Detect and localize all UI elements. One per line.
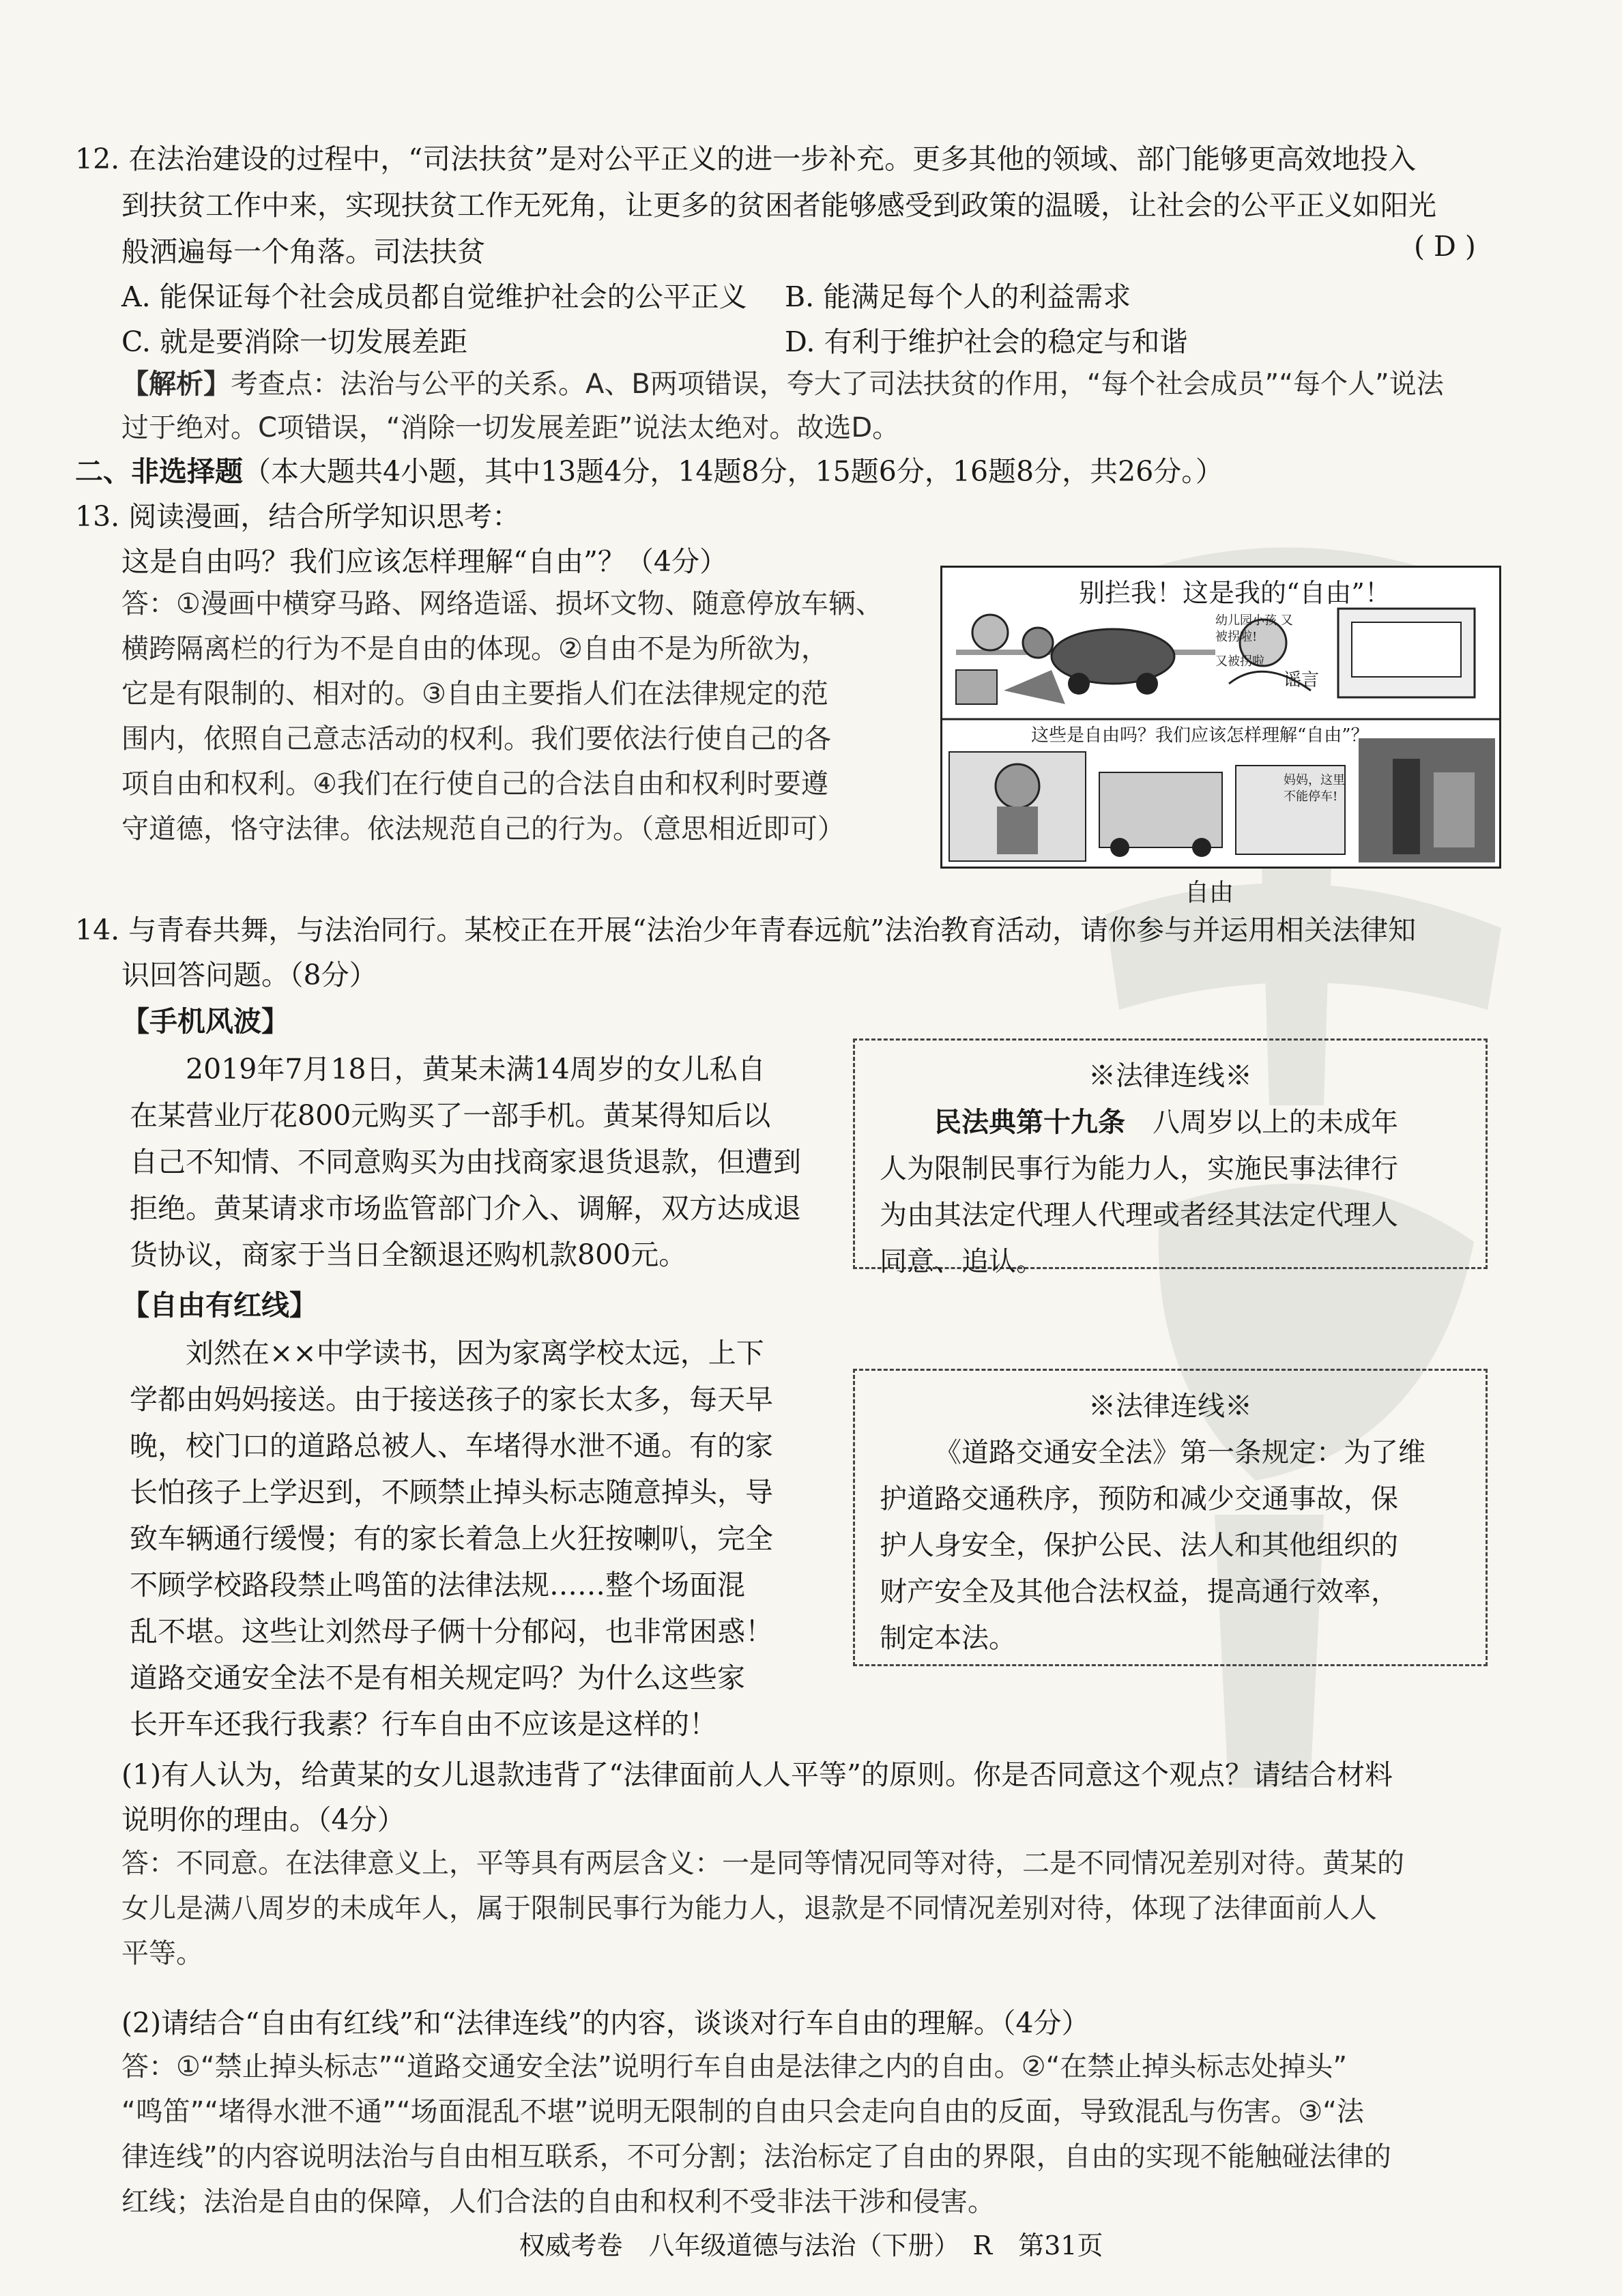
q12-stem-line-2: 到扶贫工作中来，实现扶贫工作无死角，让更多的贫困者能够感受到政策的温暖，让社会的公平正义如阳光	[121, 189, 1436, 222]
law-link-box-2-line-4: 财产安全及其他合法权益，提高通行效率，	[880, 1576, 1398, 1608]
q13-answer-line-3: 它是有限制的、相对的。③自由主要指人们在法律规定的范	[121, 678, 828, 710]
law-article-text: 八周岁以上的未成年	[1153, 1107, 1398, 1138]
material-1-title: 【手机风波】	[121, 1005, 289, 1038]
cartoon-caption: 自由	[1185, 879, 1234, 907]
analysis-text: 考查点：法治与公平的关系。A、B两项错误，夸大了司法扶贫的作用，“每个社会成员”“每个人”说法	[231, 368, 1444, 400]
material-2-line-1: 刘然在××中学读书，因为家离学校太远，上下	[186, 1337, 764, 1369]
sub-answer-2-line-1: 答：①“禁止掉头标志”“道路交通安全法”说明行车自由是法律之内的自由。②“在禁止掉头标志处掉头”	[121, 2051, 1348, 2082]
law-link-box-2	[853, 1369, 1488, 1666]
material-2-title: 【自由有红线】	[121, 1289, 317, 1322]
section-2-desc: （本大题共4小题，其中13题4分，14题8分，15题6分，16题8分，共26分。）	[243, 455, 1223, 488]
q12-option-a: A. 能保证每个社会成员都自觉维护社会的公平正义	[121, 280, 747, 313]
cartoon-bubble-3: 谣言	[1284, 670, 1320, 691]
cartoon-bubble-2: 又被拐啦	[1215, 654, 1264, 669]
analysis-label: 【解析】	[121, 368, 231, 400]
material-1-line-2: 在某营业厅花800元购买了一部手机。黄某得知后以	[130, 1099, 771, 1132]
q12-stem-line-3: 般洒遍每一个角落。司法扶贫	[121, 235, 485, 268]
sub-question-1-line-1: (1)有人认为，给黄某的女儿退款违背了“法律面前人人平等”的原则。你是否同意这个观点？请结合材料	[121, 1758, 1393, 1791]
material-1-line-1: 2019年7月18日，黄某未满14周岁的女儿私自	[186, 1053, 766, 1086]
sub-answer-1-line-2: 女儿是满八周岁的未成年人，属于限制民事行为能力人，退款是不同情况差别对待，体现了法律面前人人	[121, 1893, 1377, 1924]
section-2-heading	[75, 449, 1223, 494]
sub-answer-1-line-3: 平等。	[121, 1938, 203, 1969]
material-2-line-4: 长怕孩子上学迟到，不顾禁止掉头标志随意掉头，导	[130, 1476, 773, 1509]
q13-question: 这是自由吗？我们应该怎样理解“自由”？（4分）	[121, 545, 728, 578]
q12-answer: ( D )	[1414, 230, 1476, 263]
material-2-line-6: 不顾学校路段禁止鸣笛的法律法规……整个场面混	[130, 1569, 745, 1601]
q13-answer-line-4: 围内，依照自己意志活动的权利。我们要依法行使自己的各	[121, 723, 831, 755]
q12-analysis-line-2: 过于绝对。C项错误，“消除一切发展差距”说法太绝对。故选D。	[121, 412, 900, 444]
material-2-line-5: 致车辆通行缓慢；有的家长着急上火狂按喇叭，完全	[130, 1522, 773, 1555]
law-link-box-2-line-1: 《道路交通安全法》第一条规定：为了维	[934, 1437, 1425, 1468]
sub-question-2: (2)请结合“自由有红线”和“法律连线”的内容，谈谈对行车自由的理解。（4分）	[121, 2007, 1090, 2039]
material-2-line-8: 道路交通安全法不是有相关规定吗？为什么这些家	[130, 1661, 745, 1694]
material-2-line-9: 长开车还我行我素？行车自由不应该是这样的！	[130, 1708, 717, 1741]
sub-answer-2-line-4: 红线；法治是自由的保障，人们合法的自由和权利不受非法干涉和侵害。	[121, 2186, 995, 2218]
q13-answer-line-2: 横跨隔离栏的行为不是自由的体现。②自由不是为所欲为，	[121, 633, 828, 665]
law-link-box-1-line-3: 为由其法定代理人代理或者经其法定代理人	[880, 1200, 1398, 1231]
material-1-line-3: 自己不知情、不同意购买为由找商家退货退款，但遭到	[130, 1146, 801, 1178]
law-link-box-1-line-4: 同意、追认。	[880, 1246, 1043, 1277]
q12-option-d: D. 有利于维护社会的稳定与和谐	[785, 325, 1188, 358]
q12-option-b: B. 能满足每个人的利益需求	[785, 280, 1131, 313]
page-footer: 权威考卷 八年级道德与法治（下册） R 第31页	[519, 2230, 1103, 2261]
cartoon-banner: 别拦我！这是我的“自由”！	[1079, 578, 1391, 608]
law-article-lead: 民法典第十九条	[934, 1106, 1125, 1138]
q14-stem-line-2: 识回答问题。（8分）	[121, 959, 377, 991]
material-1-line-5: 货协议，商家于当日全额退还购机款800元。	[130, 1238, 687, 1271]
section-2-title: 二、非选择题	[75, 455, 243, 488]
law-link-box-1-title: ※法律连线※	[1088, 1060, 1252, 1092]
material-2-line-7: 乱不堪。这些让刘然母子俩十分郁闷，也非常困惑！	[130, 1615, 773, 1648]
sub-answer-2-line-2: “鸣笛”“堵得水泄不通”“场面混乱不堪”说明无限制的自由只会走向自由的反面，导致混乱与伤害。③“法	[121, 2096, 1364, 2127]
q13-stem: 13. 阅读漫画，结合所学知识思考：	[75, 500, 521, 533]
material-2-line-3: 晚，校门口的道路总被人、车堵得水泄不通。有的家	[130, 1429, 773, 1462]
law-link-box-2-title: ※法律连线※	[1088, 1391, 1252, 1422]
cartoon-bubble-1: 幼儿园小孩 又被拐啦!	[1215, 613, 1293, 644]
law-link-box-2-line-5: 制定本法。	[880, 1623, 1016, 1654]
law-link-box-2-line-2: 护道路交通秩序，预防和减少交通事故，保	[880, 1483, 1398, 1515]
q13-answer-line-1: 答：①漫画中横穿马路、网络造谣、损坏文物、随意停放车辆、	[121, 588, 883, 620]
law-link-box-1	[853, 1038, 1488, 1277]
sub-question-1-line-2: 说明你的理由。（4分）	[121, 1803, 405, 1836]
q12-analysis-line-1	[121, 362, 1444, 407]
law-link-box-1-line-1	[880, 1099, 1461, 1146]
sub-answer-2-line-3: 律连线”的内容说明法治与自由相互联系，不可分割；法治标定了自由的界限，自由的实现不能触碰法律的	[121, 2141, 1391, 2173]
law-link-box-1-line-2: 人为限制民事行为能力人，实施民事法律行	[880, 1153, 1398, 1185]
law-link-box-2-line-3: 护人身安全，保护公民、法人和其他组织的	[880, 1530, 1398, 1561]
q14-stem-line-1: 14. 与青春共舞，与法治同行。某校正在开展“法治少年青春远航”法治教育活动，请你参与并运用相关法律知	[75, 914, 1417, 946]
cartoon-bubble-4: 妈妈，这里 不能停车!	[1284, 773, 1345, 804]
cartoon-question: 这些是自由吗？我们应该怎样理解“自由”？	[1031, 725, 1369, 746]
q12-stem-line-1: 12. 在法治建设的过程中，“司法扶贫”是对公平正义的进一步补充。更多其他的领域、部门能够更高效地投入	[75, 143, 1417, 175]
material-1-line-4: 拒绝。黄某请求市场监管部门介入、调解，双方达成退	[130, 1192, 801, 1225]
q12-option-c: C. 就是要消除一切发展差距	[121, 325, 467, 358]
sub-answer-1-line-1: 答：不同意。在法律意义上，平等具有两层含义：一是同等情况同等对待，二是不同情况差别对待。黄某的	[121, 1848, 1404, 1879]
q13-answer-line-5: 项自由和权利。④我们在行使自己的合法自由和权利时要遵	[121, 768, 828, 800]
q13-answer-line-6: 守道德，恪守法律。依法规范自己的行为。（意思相近即可）	[121, 813, 845, 845]
material-2-line-2: 学都由妈妈接送。由于接送孩子的家长太多，每天早	[130, 1383, 773, 1416]
freedom-cartoon	[940, 566, 1501, 869]
